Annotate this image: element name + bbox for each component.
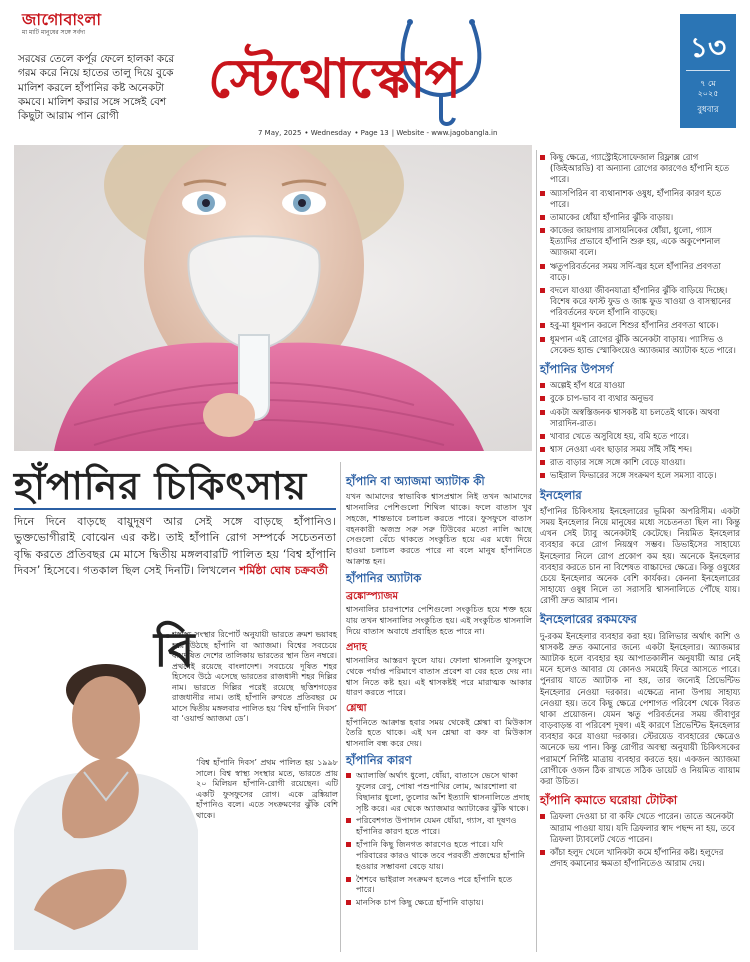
issue-date-day-month: ৭ মে	[700, 78, 716, 88]
article-intro	[14, 514, 336, 579]
cause-item: হবু-মা ধূমপান করলে শিশুর হাঁপানির প্রবণতা থাকে।	[540, 320, 740, 331]
symptom-item: শ্বাস নেওয়া এবং ছাড়ার সময় সাঁই সাঁই শব্দ।	[540, 444, 740, 455]
brand-name: জাগোবাংলা	[22, 10, 102, 29]
section-heading-causes: হাঁপানির কারণ	[346, 752, 412, 767]
headline-divider	[14, 508, 336, 510]
dateline-date: 7 May, 2025	[258, 129, 302, 137]
cause-item: ধূমপান এই রোগের ঝুঁকি অনেকটা বাড়ায়। প্যাসিভ ও সেকেন্ড হ্যান্ড স্মোকিংয়েও অ্যাজমার অ্যাটাক হতে পারে।	[540, 334, 740, 356]
cause-item: পরিবেশগত উপাদান যেমন ধোঁয়া, গ্যাস, বা দূষণও হাঁপানির কারণ হতে পারে।	[346, 815, 532, 837]
man-coughing-photo	[14, 660, 198, 950]
symptom-item: অল্পেই হাঁপ ধরে যাওয়া	[540, 380, 740, 391]
section-heading-inhaler: ইনহেলার	[540, 487, 582, 502]
remedy-item: ত্রিফলা দেওয়া চা বা কফি খেতে পারেন। তাতে অনেকটা আরাম পাওয়া যায়। যদি ত্রিফলার স্বাদ পছন্দ না হয়, তবে ত্রিফলা ট্যাবলেট খেতে পারেন।	[540, 811, 740, 845]
section-heading-mucus: শ্লেষ্মা	[346, 703, 367, 715]
section-text-mucus: হাঁপানিতে আক্রান্ত হবার সময় থেকেই শ্লেষ্মা বা মিউকাস তৈরি হতে থাকে। এই ঘন শ্লেষ্মা বা কফ বা মিউকাস শ্বাসনালি বন্ধ করে দেয়।	[346, 716, 532, 749]
section-heading-what-is-asthma-attack: হাঁপানি বা অ্যাজমা অ্যাটাক কী	[346, 474, 485, 488]
masthead-title: স্টেথোস্কোপ	[208, 46, 461, 110]
cause-item: কাজের জায়গায় রাসায়নিকের ধোঁয়া, ধুলো, গ্যাস ইত্যাদির প্রভাবে হাঁপানি শুরু হয়, একে অকুপেশনাল অ্যাজমা বলে।	[540, 225, 740, 259]
cause-item: অ্যালার্জি অর্থাৎ ধুলো, ধোঁয়া, বাতাসে ভেসে থাকা ফুলের রেণু, পোষা পশুপাখির লোম, আরশোলা বা বিছানার ধুলো, তুলোর আঁশ ইত্যাদি শ্বাসনালিতে প্রদাহ সৃষ্টি করে। এর থেকে অ্যাজমার অ্যাটাকের ঝুঁকি থাকে।	[346, 770, 532, 813]
dateline-website: Website - www.jagobangla.in	[396, 129, 498, 137]
issue-weekday: বুধবার	[697, 105, 719, 116]
section-text-what-is-asthma-attack: যখন আমাদের স্বাভাবিক শ্বাসপ্রশ্বাস নিই তখন আমাদের শ্বাসনালির পেশিগুলো শিথিল থাকে। ফলে বাতাস খুব সহজে, শান্তভাবে চলাচল করতে পারে। ফুসফুসে বাতাস বহনকারী অজস্র সরু সরু টিউবের মতো নালি আছে সেগুলো বেঁচে থাকতে সংকুচিত হয়ে এর মধ্যে দিয়ে হাওয়া চলাচল করতে পারে না বলে মানুষ হাঁপানিতে আক্রান্ত হন।	[346, 491, 532, 567]
section-heading-home-remedies: হাঁপানি কমাতে ঘরোয়া টোটকা	[540, 793, 678, 808]
section-text-inhaler: হাঁপানির চিকিৎসায় ইনহেলারের ভূমিকা অপরিসীম। একটা সময় ইনহেলার নিয়ে মানুষের মধ্যে সচেতনতা ছিল না। কিন্তু এখন সেই ট্যাবু অনেকটাই কেটেছে। নিয়মিত ইনহেলার ব্যবহার করে রোগ নিয়ন্ত্রণ সম্ভব। ডিভাইসের সাহায্যে ইনহেলার নিলে রোগ প্রকোপ কম হয়। অনেকে ইনহেলার ব্যবহার করতে চান না বিশেষত বাচ্চাদের ক্ষেত্রে। কিন্তু ওষুধের চেয়ে ইনহেলার অনেক বেশি কার্যকর। কেননা ইনহেলারের সাহায্যে ওষুধ নিলে তা সরাসরি শ্বাসনালিতে পৌঁছে যায়। রোগী দ্রুত আরাম পান।	[540, 505, 740, 606]
brand-tagline: মা মাটি মানুষের সঙ্গে সর্বদা	[22, 29, 85, 37]
section-heading-bronchospasm: ব্রঙ্কোস্প্যাজম	[346, 591, 399, 603]
page-number: ১৩	[689, 31, 727, 64]
symptom-item: ভাইরাল ফিভারের সঙ্গে সংক্রমণ হলে সমস্যা বাড়ে।	[540, 470, 740, 481]
symptom-item: বুকে চাপ-ভাব বা ব্যথার অনুভব	[540, 393, 740, 404]
page-number-box	[680, 14, 736, 128]
article-headline: হাঁপানির চিকিৎসায়	[14, 463, 308, 508]
section-text-inhaler-types: দু-রকম ইনহেলার ব্যবহার করা হয়। রিলিভার অর্থাৎ কাশি ও শ্বাসকষ্ট দ্রুত কমানোর জন্যে একটা ইনহেলার। অ্যাজমার অ্যাটাক হলে ব্যবহার হয় আপাতকালীন অনুযায়ী আর নেই মনে হলেও আবার যে কোনও সময়েই ফিরে আসতে পারে। পুনরায় যাতে অ্যাটাক না হয়, তার জন্যেই প্রিভেন্টিভ ইনহেলার নেওয়া দরকার। এক্ষেত্রে নানা উপায় সাহায্য নেওয়া হয়। তবে কিছু ক্ষেত্রে পেশাগত পরিবেশ থেকে বিরত থাকা প্রয়োজন। যেমন ঋতু পরিবর্তনের সময় জীবাণুর বাড়বাড়ন্ত বা পরিবেশ দূষণ। এই কারণে প্রিভেন্টিভ ইনহেলার ব্যবহার করে যাওয়া দরকার। স্টেরয়েড ব্যবহারের ক্ষেত্রেও অনেকে ভয় পান। কিন্তু রোগীর অবস্থা অনুযায়ী চিকিৎসকের পরামর্শে নির্দিষ্ট মাত্রায় ব্যবহার করতে হয়। একজন অ্যাজমা রোগীকে ওজন ঠিক রাখতে সঠিক ডায়েট ও নিয়মিত ব্যায়াম করা উচিত।	[540, 630, 740, 786]
dateline-day: Wednesday	[310, 129, 352, 137]
cause-item: বদলে যাওয়া জীবনযাত্রা হাঁপানির ঝুঁকি বাড়িয়ে দিচ্ছে। বিশেষ করে ফাস্ট ফুড ও জাঙ্ক ফুড খাওয়া ও বাসস্থানের পরিবর্তনের ফলে হাঁপানি বাড়ছে।	[540, 285, 740, 319]
brand-logo	[22, 10, 114, 46]
article-body-paragraph-1: শ্বস্বাস্থ্য সংস্থার রিপোর্ট অনুযায়ী ভারতে ক্রমশ ভয়াবহ হয়ে উঠছে হাঁপানি বা অ্যাজমা। বিশ্বের সবচেয়ে বায়ুদূষিত দেশের তালিকায় ভারতের স্থান তিন নম্বরে। প্রথমেই রয়েছে বাংলাদেশ। সবচেয়ে দূষিত শহর হিসেবে উঠে এসেছে ভারতের রাজধানী শহর দিল্লির নাম। ভারতে দিল্লির পরেই রয়েছে ছত্তিশগড়ের রাজধানীর নাম। তাই হাঁপানি রুখতে প্রতিবছর মে মাসে দ্বিতীয় মঙ্গলবার পালিত হয় ‘বিশ্ব হাঁপানি দিবস’ বা ‘ওয়ার্ল্ড অ্যাজমা ডে’।	[172, 630, 337, 724]
author-name: শর্মিষ্ঠা ঘোষ চক্রবর্তী	[239, 564, 328, 578]
dateline: 7 May, 2025 • Wednesday • Page 13 | Website - www.jagobangla.in	[258, 129, 498, 137]
symptom-item: রাত বাড়ার সঙ্গে সঙ্গে কাশি বেড়ে যাওয়া।	[540, 457, 740, 468]
section-heading-inhaler-types: ইনহেলারের রকমফের	[540, 612, 637, 627]
issue-date-year: ২০২৫	[697, 89, 719, 99]
right-column	[540, 152, 740, 871]
section-text-bronchospasm: শ্বাসনালির চারপাশের পেশিগুলো সংকুচিত হয়ে শক্ত হয়ে যায় তখন শ্বাসনালির সংকুচিত হয়। এই সংকুচিত শ্বাসনালি দিয়ে বাতাস অবাধে প্রবাহিত হতে পারে না।	[346, 604, 532, 636]
cause-item: কিছু ক্ষেত্রে, গ্যাস্ট্রোইসোফেজাল রিফ্লাক্স রোগ (জিইআরডি) বা অন্যান্য রোগের কারণেও হাঁপানি হতে পারে।	[540, 152, 740, 186]
intro-text: দিনে দিনে বাড়ছে বায়ুদূষণ আর সেই সঙ্গে বাড়ছে হাঁপানিও। ভুক্তভোগীরাই বোঝেন এর কষ্ট। তাই হাঁপানি রোগ সম্পর্কে সচেতনতা বৃদ্ধি করতে প্রতিবছর মে মাসে দ্বিতীয় মঙ্গলবারটি পালিত হয় ‘বিশ্ব হাঁপানি দিবস’ হিসেবে। গতকাল ছিল সেই দিনটি। লিখলেন	[14, 515, 336, 578]
section-heading-symptoms: হাঁপানির উপসর্গ	[540, 361, 613, 376]
cause-item: ঋতুপরিবর্তনের সময় সর্দি-জ্বর হলে হাঁপানির প্রবণতা বাড়ে।	[540, 261, 740, 283]
dateline-page: Page 13	[360, 129, 389, 137]
section-text-inflammation: শ্বাসনালির আস্তরণ ফুলে যায়। ফোলা শ্বাসনালি ফুসফুসে থেকে পর্যাপ্ত পরিমাণে বাতাস প্রবেশ বা বের হতে দেয় না। শ্বাস নিতে কষ্ট হয়। এই শ্বাসকষ্টই পরে মারাত্মক আকার ধারণ করতে পারে।	[346, 655, 532, 698]
section-heading-asthma-attack: হাঁপানির অ্যাটাক	[346, 570, 422, 585]
health-tip: সরষের তেলে কর্পূর ফেলে হালকা করে গরম করে নিয়ে হাতের তালু দিয়ে বুকে মালিশ করলে হাঁপানির কষ্ট অনেকটা কমবে। মালিশ করার সঙ্গে সঙ্গেই বেশ কিছুটা আরাম পান রোগী	[18, 53, 175, 123]
drop-cap: বি	[154, 622, 195, 678]
girl-with-inhaler-mask-photo	[14, 145, 532, 451]
cause-item: শৈশবে ভাইরাল সংক্রমণ হলেও পরে হাঁপানি হতে পারে।	[346, 874, 532, 896]
middle-column	[346, 470, 532, 910]
remedy-item: কাঁচা হলুদ খেলে খানিকটা কমে হাঁপানির কষ্ট। হলুদের প্রদাহ কমানোর ক্ষমতা হাঁপানিতেও আরাম দেয়।	[540, 847, 740, 869]
symptom-item: খাবার খেতে অসুবিধে হয়, বমি হতে পারে।	[540, 431, 740, 442]
cause-item: অ্যাসপিরিন বা ব্যথানাশক ওষুধ, হাঁপানির কারণ হতে পারে।	[540, 188, 740, 210]
cause-item: মানসিক চাপ কিছু ক্ষেত্রে হাঁপানি বাড়ায়।	[346, 897, 532, 908]
symptom-item: একটা অস্বস্তিজনক শ্বাসকষ্ট যা চলতেই থাকে। অথবা সারাদিন-রাত।	[540, 407, 740, 429]
column-divider	[536, 150, 537, 952]
cause-item: হাঁপানি কিছু জিনগত কারণেও হতে পারে। যদি পরিবারের কারও থাকে তবে পরবর্তী প্রজন্মের হাঁপানি হওয়ার সম্ভাবনা বেড়ে যায়।	[346, 839, 532, 871]
section-heading-inflammation: প্রদাহ	[346, 641, 367, 653]
article-body-paragraph-2: ‘বিশ্ব হাঁপানি দিবস’ প্রথম পালিত হয় ১৯৯৮ সালে। বিশ্ব স্বাস্থ্য সংস্থার মতে, ভারতে প্রায় ২০ মিলিয়ন হাঁপানি-রোগী রয়েছেন। এটি একটি ফুসফুসের রোগ। একে ব্রঙ্কিয়াল হাঁপানিও বলে। এতে সংক্রমণের ঝুঁকি বেশি থাকে।	[196, 758, 338, 820]
cause-item: তামাকের ধোঁয়া হাঁপানির ঝুঁকি বাড়ায়।	[540, 212, 740, 223]
masthead	[200, 18, 670, 130]
column-divider	[340, 462, 341, 952]
